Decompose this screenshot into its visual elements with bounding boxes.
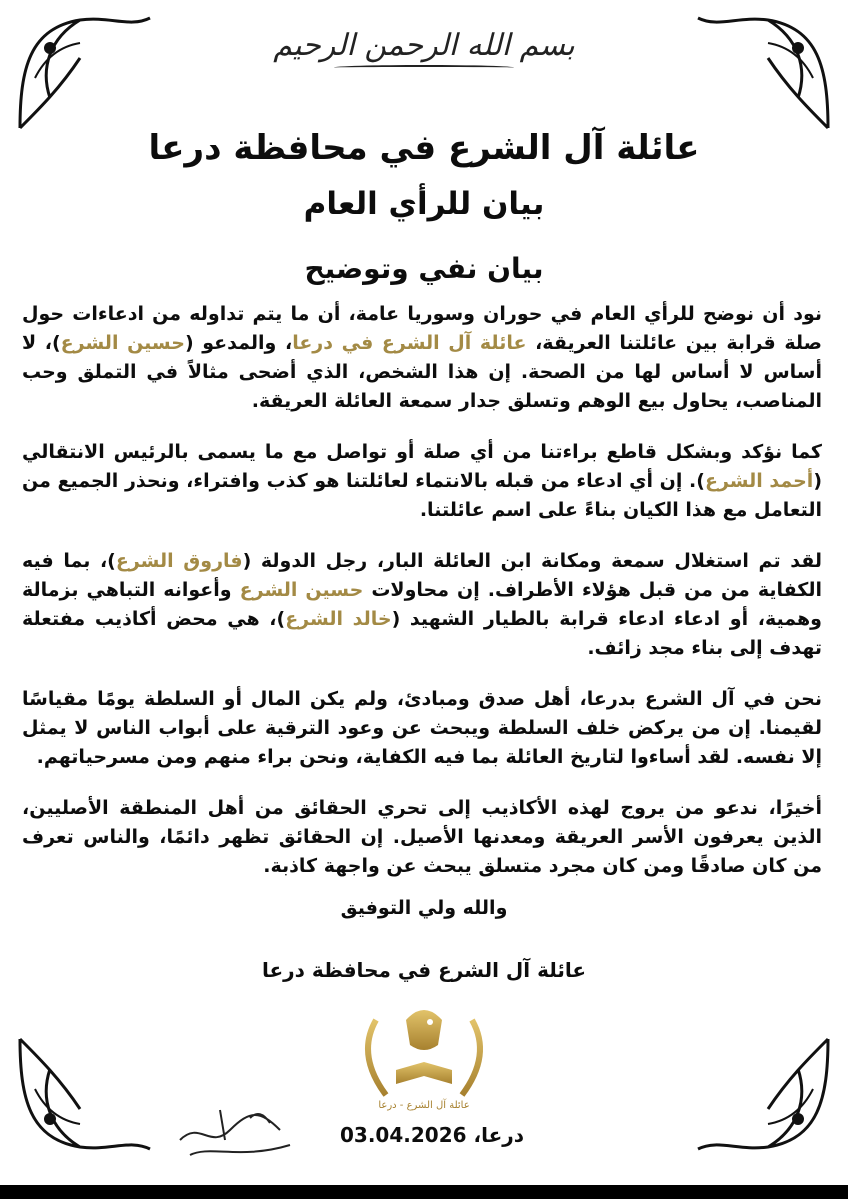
p1-text-a: نود أن نوضح للرأي العام في حوران وسوريا عامة، أن ما يتم تداوله من ادعاءات حول صلة قرابة بين عائلتنا العريقة،	[22, 303, 823, 354]
p2-text-b: ). إن أي ادعاء من قبله بالانتماء لعائلتنا هو كذب وافتراء، ونحذر الجميع من التعامل مع هذا الكيان بناءً على اسم عائلتنا.	[22, 470, 822, 521]
corner-ornament-bottom-left	[10, 1029, 160, 1159]
signatory-family: عائلة آل الشرع في محافظة درعا	[261, 958, 587, 982]
basmala-text: بسم الله الرحمن الرحيم	[273, 28, 575, 63]
closing-phrase: والله ولي التوفيق	[340, 897, 508, 919]
p1-highlight-name: حسين الشرع	[60, 332, 185, 354]
family-emblem-logo	[346, 1000, 502, 1120]
paragraph-1	[22, 300, 822, 416]
p1-text-b: ، والمدعو (	[184, 332, 293, 354]
paragraph-5: أخيرًا، ندعو من يروج لهذه الأكاذيب إلى تحري الحقائق من أهل المنطقة الأصليين، الذين يعرفون الأسر العريقة ومعدنها الأصيل. إن الحقائق تظهر دائمًا، والناس تعرف من كان صادقًا ومن كان مجرد متسلق يبحث عن واجهة كاذبة.	[22, 797, 822, 877]
p2-highlight-name: أحمد الشرع	[704, 470, 814, 492]
handwritten-signature	[170, 1100, 300, 1162]
bottom-black-bar	[0, 1185, 848, 1199]
page-subtitle: بيان للرأي العام	[303, 186, 545, 222]
paragraph-4: نحن في آل الشرع بدرعا، أهل صدق ومبادئ، ولم يكن المال أو السلطة يومًا مقياسًا لقيمنا. إن من يركض خلف السلطة ويبحث عن وعود الترقية على أبواب الناس لا يمثل إلا نفسه. لقد أساءوا لتاريخ العائلة بما فيه الكفاية، ونحن براء منهم ومن مسرحياتهم.	[22, 688, 822, 768]
p3-text-c: وأعوانه التباهي بزمالة وهمية، أو ادعاء ادعاء قرابة بالطيار الشهيد (	[22, 579, 822, 630]
logo-caption: عائلة آل الشرع - درعا	[378, 1100, 470, 1111]
place-label: درعا،	[473, 1123, 525, 1147]
date-line	[340, 1123, 524, 1147]
p3-text-d: )، هي محض أكاذيب مفتعلة تهدف إلى بناء مجد زائف.	[22, 608, 822, 659]
paragraph-3	[22, 547, 822, 663]
p2-text-a: كما نؤكد وبشكل قاطع براءتنا من أي صلة أو تواصل مع ما يسمى بالرئيس الانتقالي (	[22, 441, 822, 492]
p1-text-c: )، لا أساس لا أساس لها من الصحة. إن هذا الشخص، الذي أضحى مثالاً في التملق وحب المناصب، يحاول بيع الوهم وتسلق جدار سمعة العائلة العريقة.	[22, 332, 822, 412]
p1-highlight-family: عائلة آل الشرع في درعا	[292, 332, 527, 354]
section-title: بيان نفي وتوضيح	[304, 252, 544, 285]
basmala-calligraphy	[0, 28, 848, 70]
p3-text-a: لقد تم استغلال سمعة ومكانة ابن العائلة البار، رجل الدولة (	[242, 550, 822, 572]
p3-highlight-name-3: خالد الشرع	[285, 608, 392, 630]
basmala-underline	[334, 65, 514, 70]
document-date: 03.04.2026	[340, 1123, 467, 1147]
corner-ornament-bottom-right	[688, 1029, 838, 1159]
statement-body	[22, 300, 822, 903]
p3-highlight-name-2: حسين الشرع	[239, 579, 364, 601]
p3-highlight-name-1: فاروق الشرع	[115, 550, 243, 572]
p3-text-b: )، بما فيه الكفاية من من قبل هؤلاء الأطراف. إن محاولات	[22, 550, 822, 601]
page-title: عائلة آل الشرع في محافظة درعا	[148, 128, 700, 168]
paragraph-2	[22, 438, 822, 525]
